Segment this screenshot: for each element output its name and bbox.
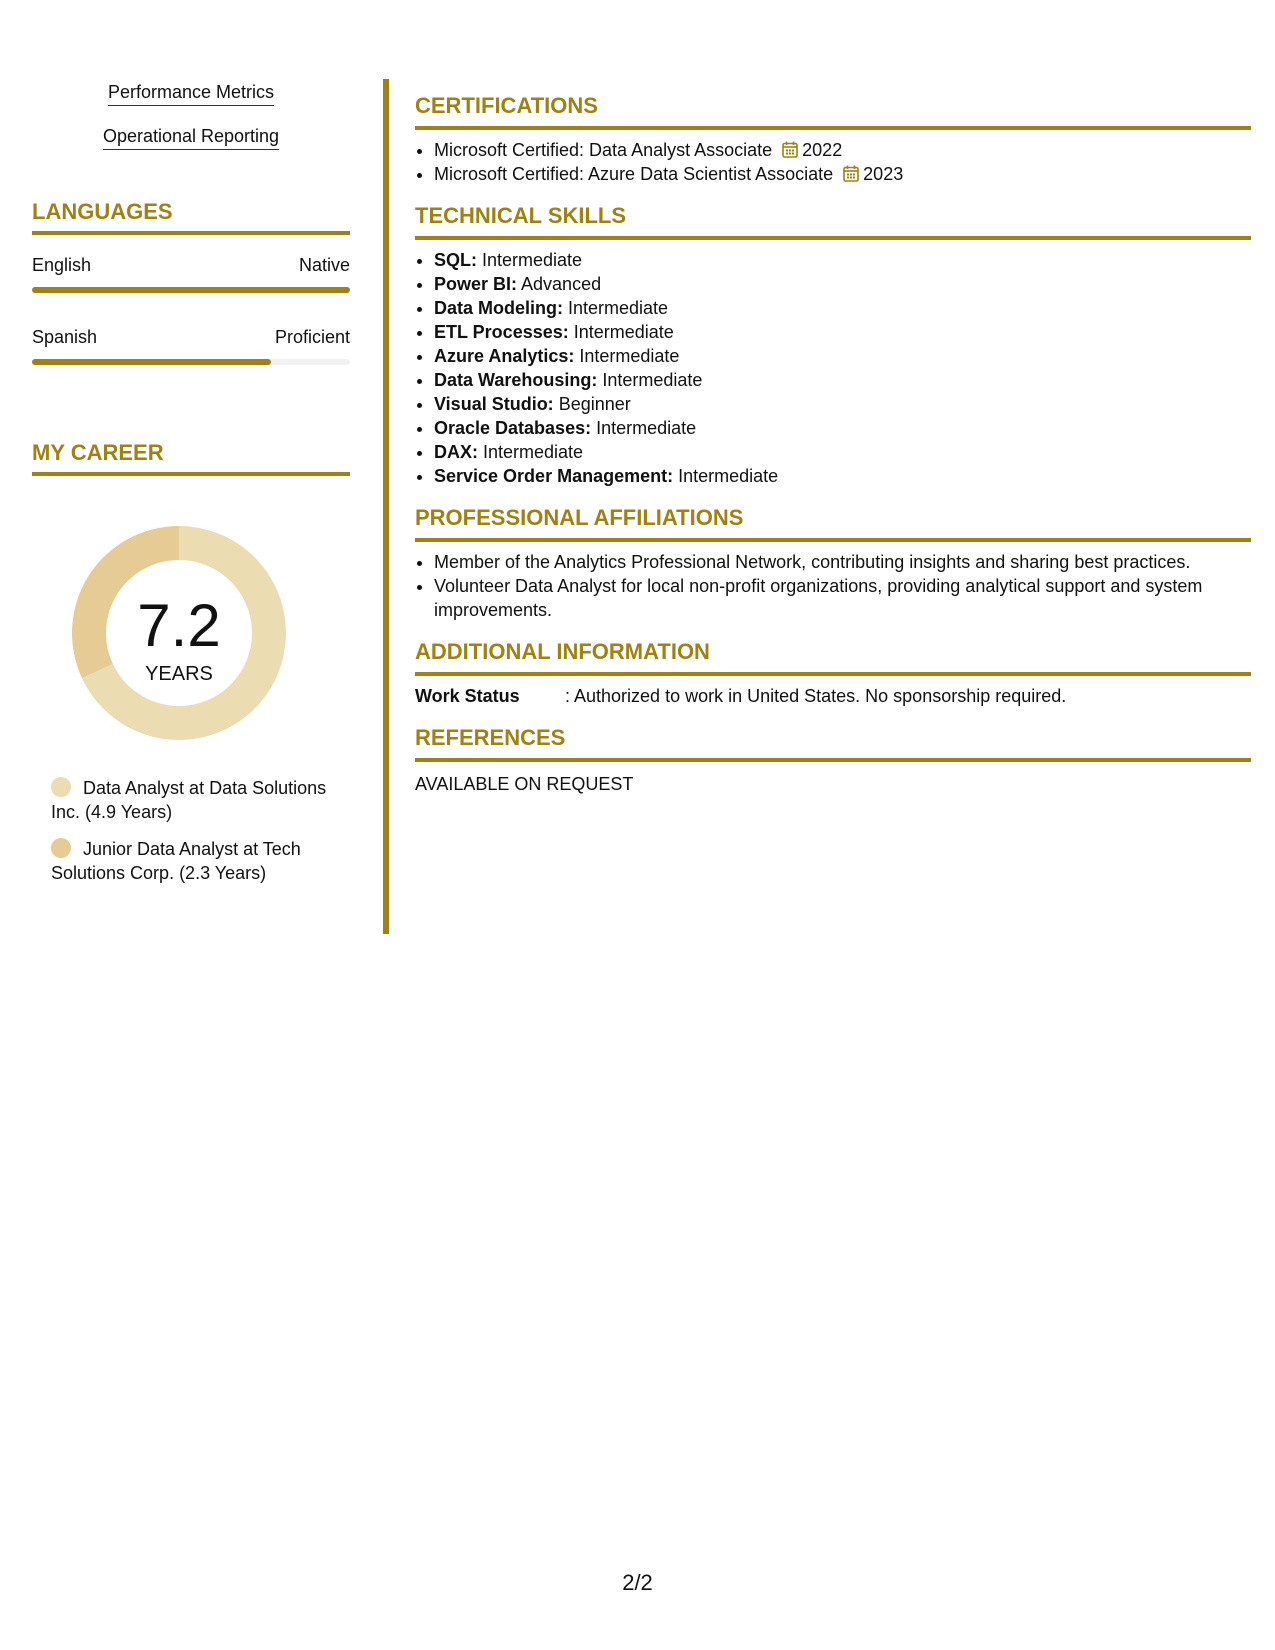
skill-level: Intermediate — [602, 370, 703, 390]
technical-skills-section — [415, 202, 1251, 488]
skill-name: Data Warehousing: — [434, 370, 598, 390]
column-divider — [383, 79, 389, 934]
certification-item — [434, 162, 1251, 186]
skill-name: Service Order Management: — [434, 466, 674, 486]
certifications-title: CERTIFICATIONS — [415, 92, 1251, 130]
language-level-bar — [32, 287, 350, 293]
certification-year: 2022 — [802, 140, 843, 160]
affiliations-title: PROFESSIONAL AFFILIATIONS — [415, 504, 1251, 542]
skill-level: Intermediate — [482, 250, 583, 270]
skill-item — [434, 248, 1251, 272]
skill-level: Intermediate — [568, 298, 669, 318]
language-level-fill — [32, 287, 350, 293]
certification-name: Microsoft Certified: Azure Data Scientist Associate — [434, 164, 834, 184]
skill-tag: Performance Metrics — [108, 80, 274, 106]
career-role: Junior Data Analyst at Tech Solutions Corp. (2.3 Years) — [51, 839, 301, 883]
skill-item — [434, 344, 1251, 368]
additional-info-section — [415, 638, 1251, 708]
career-title: MY CAREER — [32, 439, 350, 476]
skill-name: DAX: — [434, 442, 478, 462]
legend-dot — [51, 777, 71, 797]
skill-name: Oracle Databases: — [434, 418, 592, 438]
certification-name: Microsoft Certified: Data Analyst Associate — [434, 140, 773, 160]
work-status-row — [415, 684, 1251, 708]
affiliations-section — [415, 504, 1251, 622]
skill-item — [434, 464, 1251, 488]
career-legend-item — [51, 837, 341, 885]
technical-skills-title: TECHNICAL SKILLS — [415, 202, 1251, 240]
skill-level: Intermediate — [596, 418, 697, 438]
language-level-bar — [32, 359, 350, 365]
language-level: Native — [298, 255, 350, 275]
affiliations-list — [415, 550, 1251, 622]
languages-title: LANGUAGES — [32, 198, 350, 235]
skill-level: Advanced — [521, 274, 602, 294]
language-item — [32, 325, 350, 365]
career-legend — [51, 776, 341, 885]
certifications-section — [415, 92, 1251, 186]
work-status-value: : Authorized to work in United States. No sponsorship required. — [565, 686, 1067, 706]
skill-item — [434, 416, 1251, 440]
skill-item — [434, 392, 1251, 416]
right-column — [415, 92, 1251, 812]
references-text: AVAILABLE ON REQUEST — [415, 774, 634, 794]
certification-year: 2023 — [863, 164, 904, 184]
left-column — [32, 80, 350, 898]
skill-level: Beginner — [558, 394, 631, 414]
skill-level: Intermediate — [573, 322, 674, 342]
additional-info-title: ADDITIONAL INFORMATION — [415, 638, 1251, 676]
career-total-years: 7.2 — [137, 592, 221, 659]
language-level: Proficient — [274, 327, 350, 347]
references-title: REFERENCES — [415, 724, 1251, 762]
skill-item — [434, 368, 1251, 392]
languages-section — [32, 198, 350, 365]
skill-level: Intermediate — [678, 466, 779, 486]
affiliation-item: • Volunteer Data Analyst for local non-profit organizations, providing analytical support and system improvements. — [434, 574, 1251, 622]
skill-name: Power BI: — [434, 274, 518, 294]
career-section — [32, 439, 350, 885]
career-total-label: YEARS — [145, 663, 213, 685]
certification-item — [434, 138, 1251, 162]
skill-name: Data Modeling: — [434, 298, 563, 318]
language-level-fill — [32, 359, 271, 365]
career-role: Data Analyst at Data Solutions Inc. (4.9 Years) — [51, 778, 327, 822]
work-status-label: Work Status — [415, 686, 520, 706]
skill-tags — [32, 80, 350, 168]
skill-name: Azure Analytics: — [434, 346, 575, 366]
skill-item — [434, 440, 1251, 464]
skill-item — [434, 296, 1251, 320]
references-section — [415, 724, 1251, 796]
skill-level: Intermediate — [579, 346, 680, 366]
affiliation-item: • Member of the Analytics Professional Network, contributing insights and sharing best practices. — [434, 550, 1251, 574]
calendar-icon — [843, 165, 859, 182]
skill-item — [434, 272, 1251, 296]
language-name: English — [32, 255, 92, 275]
technical-skills-list — [415, 248, 1251, 488]
language-item — [32, 253, 350, 293]
skill-name: Visual Studio: — [434, 394, 554, 414]
page-number: 2/2 — [622, 1570, 653, 1595]
career-donut-chart — [66, 520, 292, 746]
certifications-list — [415, 138, 1251, 186]
skill-name: ETL Processes: — [434, 322, 569, 342]
career-legend-item — [51, 776, 341, 824]
skill-name: SQL: — [434, 250, 477, 270]
language-name: Spanish — [32, 327, 98, 347]
skill-tag: Operational Reporting — [103, 124, 279, 150]
skill-level: Intermediate — [483, 442, 584, 462]
skill-item — [434, 320, 1251, 344]
legend-dot — [51, 838, 71, 858]
calendar-icon — [782, 141, 798, 158]
